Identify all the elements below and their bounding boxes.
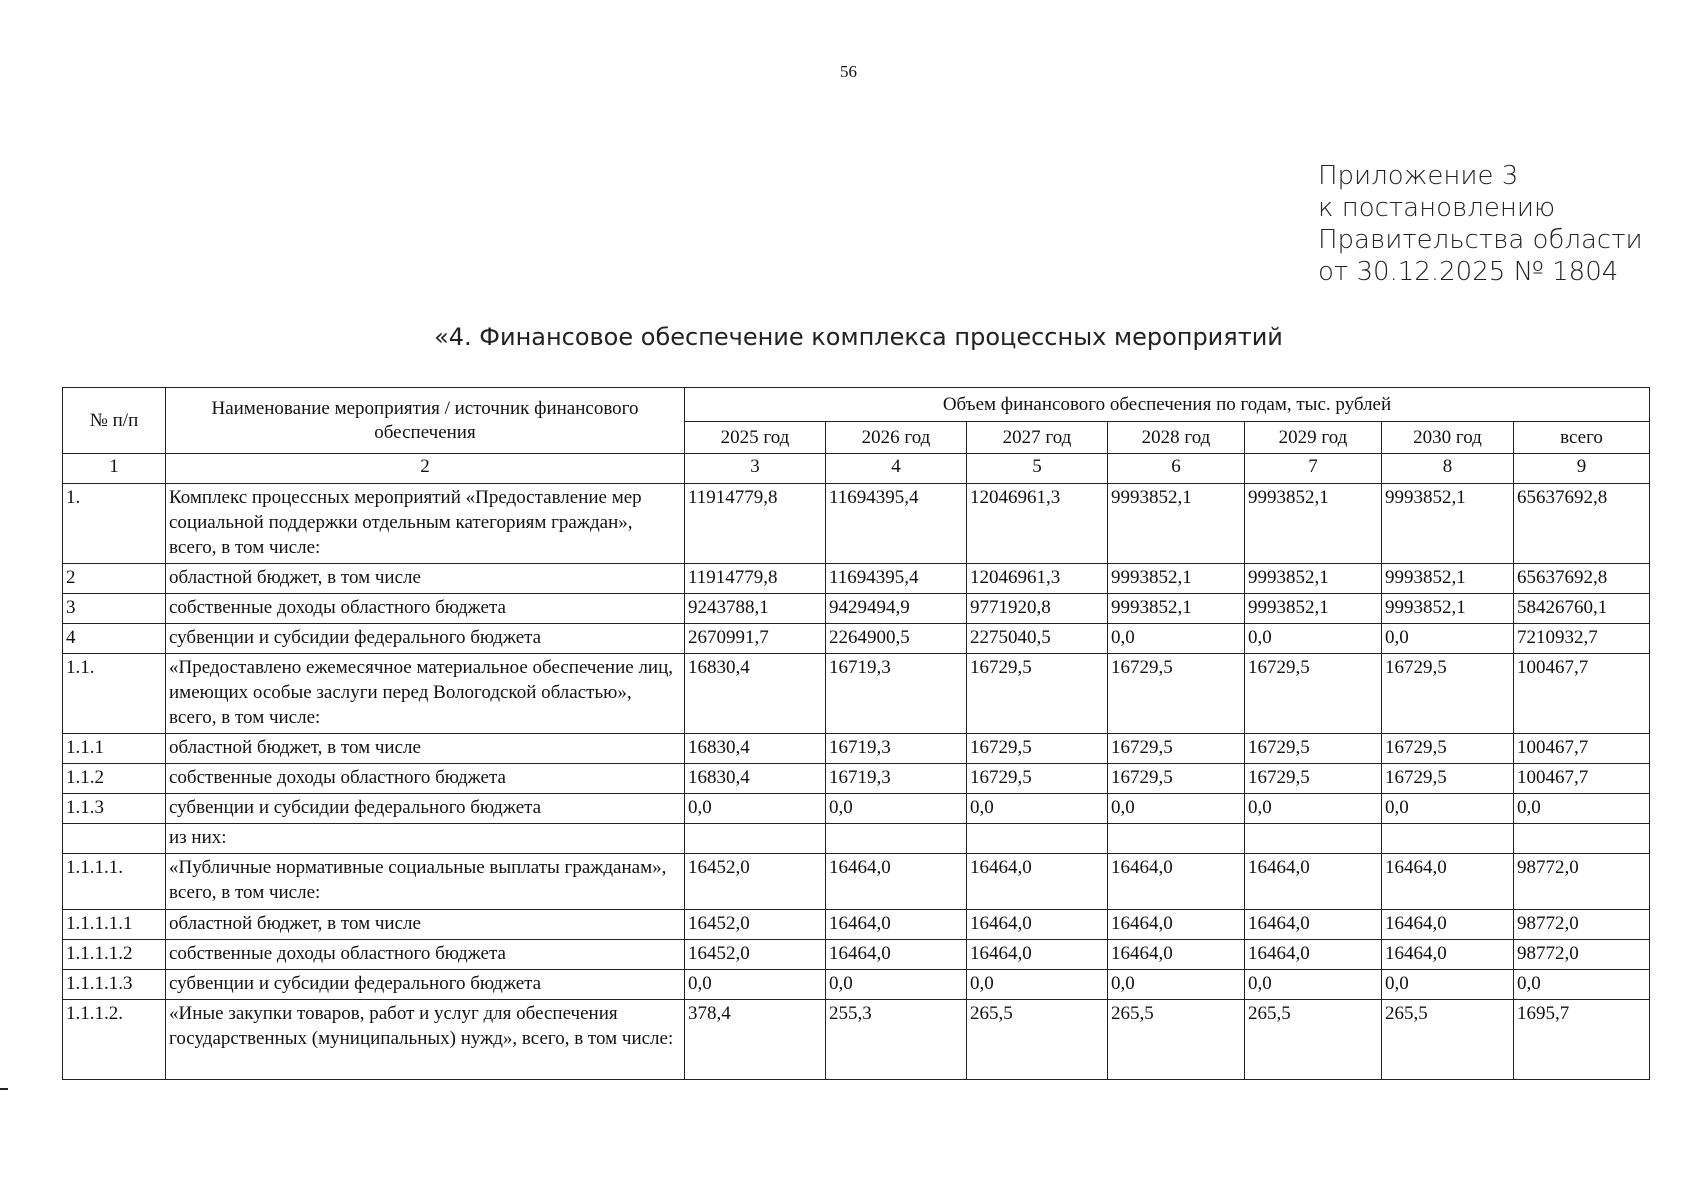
row-year-value: 16729,5 (1245, 654, 1382, 734)
row-number: 1.1.2 (63, 764, 166, 794)
row-year-value: 16830,4 (685, 734, 826, 764)
row-year-value: 16729,5 (1382, 764, 1514, 794)
row-year-value: 16830,4 (685, 764, 826, 794)
row-year-value: 16729,5 (967, 734, 1108, 764)
row-year-value: 9243788,1 (685, 594, 826, 624)
row-name: собственные доходы областного бюджета (166, 940, 685, 970)
table-row (63, 654, 1650, 734)
row-name: субвенции и субсидии федерального бюджета (166, 794, 685, 824)
table-row (63, 1000, 1650, 1080)
row-name: областной бюджет, в том числе (166, 910, 685, 940)
row-year-value: 16464,0 (1108, 854, 1245, 910)
table-row (63, 764, 1650, 794)
header-year: 2026 год (826, 422, 967, 454)
row-year-value: 16729,5 (1382, 734, 1514, 764)
row-name: субвенции и субсидии федерального бюджета (166, 970, 685, 1000)
row-year-value: 265,5 (967, 1000, 1108, 1080)
row-year-value: 265,5 (1108, 1000, 1245, 1080)
row-year-value: 0,0 (1108, 970, 1245, 1000)
table-row (63, 594, 1650, 624)
row-year-value: 0,0 (1108, 794, 1245, 824)
column-number-row (63, 454, 1650, 484)
row-total-value: 100467,7 (1514, 654, 1650, 734)
row-year-value: 9993852,1 (1245, 564, 1382, 594)
row-number: 1.1.1.1.2 (63, 940, 166, 970)
table-row (63, 854, 1650, 910)
row-year-value (685, 824, 826, 854)
row-year-value: 16464,0 (1382, 910, 1514, 940)
row-year-value: 16464,0 (1245, 910, 1382, 940)
row-year-value: 16464,0 (1108, 940, 1245, 970)
row-year-value: 12046961,3 (967, 484, 1108, 564)
row-year-value: 0,0 (967, 970, 1108, 1000)
row-year-value: 16452,0 (685, 940, 826, 970)
row-year-value: 0,0 (685, 794, 826, 824)
row-total-value: 100467,7 (1514, 734, 1650, 764)
row-total-value: 65637692,8 (1514, 564, 1650, 594)
table-row (63, 484, 1650, 564)
column-number: 2 (166, 454, 685, 484)
table-body (63, 454, 1650, 1080)
row-year-value: 16719,3 (826, 654, 967, 734)
row-year-value: 16464,0 (967, 940, 1108, 970)
page-number: 56 (840, 62, 857, 81)
row-year-value: 9429494,9 (826, 594, 967, 624)
row-year-value: 16464,0 (1108, 910, 1245, 940)
row-year-value: 16464,0 (826, 910, 967, 940)
row-year-value: 265,5 (1382, 1000, 1514, 1080)
row-number: 1.1.3 (63, 794, 166, 824)
margin-mark (0, 1088, 8, 1090)
row-total-value (1514, 824, 1650, 854)
row-name: областной бюджет, в том числе (166, 564, 685, 594)
financing-table (62, 387, 1650, 1080)
row-name: собственные доходы областного бюджета (166, 764, 685, 794)
row-total-value: 98772,0 (1514, 910, 1650, 940)
row-year-value: 9993852,1 (1108, 564, 1245, 594)
row-year-value: 378,4 (685, 1000, 826, 1080)
row-total-value: 7210932,7 (1514, 624, 1650, 654)
row-year-value (1382, 824, 1514, 854)
row-number: 1.1.1.2. (63, 1000, 166, 1080)
row-number: 2 (63, 564, 166, 594)
row-year-value: 2670991,7 (685, 624, 826, 654)
row-total-value: 0,0 (1514, 970, 1650, 1000)
column-number: 9 (1514, 454, 1650, 484)
column-number: 1 (63, 454, 166, 484)
row-year-value: 0,0 (1245, 970, 1382, 1000)
row-year-value: 16452,0 (685, 854, 826, 910)
column-number: 3 (685, 454, 826, 484)
row-number: 1.1.1.1. (63, 854, 166, 910)
column-number: 6 (1108, 454, 1245, 484)
column-number: 7 (1245, 454, 1382, 484)
row-year-value: 16729,5 (1108, 734, 1245, 764)
row-year-value: 0,0 (967, 794, 1108, 824)
row-year-value: 12046961,3 (967, 564, 1108, 594)
row-year-value: 16464,0 (826, 854, 967, 910)
row-year-value: 0,0 (826, 794, 967, 824)
header-total: всего (1514, 422, 1650, 454)
row-year-value: 9993852,1 (1382, 594, 1514, 624)
row-year-value: 16464,0 (1245, 854, 1382, 910)
row-year-value: 16729,5 (1245, 734, 1382, 764)
table-row (63, 970, 1650, 1000)
row-year-value: 9993852,1 (1245, 484, 1382, 564)
row-year-value: 16464,0 (1245, 940, 1382, 970)
header-num: № п/п (63, 388, 166, 454)
row-name: Комплекс процессных мероприятий «Предоставление мер социальной поддержки отдельным категориям граждан», всего, в том числе: (166, 484, 685, 564)
row-year-value: 0,0 (1382, 624, 1514, 654)
row-year-value (826, 824, 967, 854)
row-year-value: 16719,3 (826, 764, 967, 794)
row-total-value: 100467,7 (1514, 764, 1650, 794)
row-year-value: 255,3 (826, 1000, 967, 1080)
row-number: 1. (63, 484, 166, 564)
row-year-value: 0,0 (1245, 624, 1382, 654)
row-year-value: 16464,0 (967, 854, 1108, 910)
row-number: 1.1. (63, 654, 166, 734)
row-year-value: 0,0 (685, 970, 826, 1000)
row-year-value: 16452,0 (685, 910, 826, 940)
appendix-line: Правительства области (1318, 225, 1643, 255)
table-row (63, 910, 1650, 940)
row-year-value: 11914779,8 (685, 564, 826, 594)
row-year-value: 16719,3 (826, 734, 967, 764)
row-name: областной бюджет, в том числе (166, 734, 685, 764)
header-volume: Объем финансового обеспечения по годам, тыс. рублей (685, 388, 1650, 422)
row-name: из них: (166, 824, 685, 854)
row-year-value: 16729,5 (967, 764, 1108, 794)
row-year-value: 11914779,8 (685, 484, 826, 564)
row-name: субвенции и субсидии федерального бюджета (166, 624, 685, 654)
row-year-value: 9771920,8 (967, 594, 1108, 624)
row-name: «Публичные нормативные социальные выплаты гражданам», всего, в том числе: (166, 854, 685, 910)
table-row (63, 824, 1650, 854)
row-year-value: 2275040,5 (967, 624, 1108, 654)
row-year-value: 0,0 (1382, 794, 1514, 824)
row-year-value (967, 824, 1108, 854)
header-name: Наименование мероприятия / источник финансового обеспечения (166, 388, 685, 454)
header-year: 2029 год (1245, 422, 1382, 454)
row-number: 1.1.1 (63, 734, 166, 764)
row-total-value: 98772,0 (1514, 940, 1650, 970)
row-year-value: 16830,4 (685, 654, 826, 734)
row-year-value: 11694395,4 (826, 564, 967, 594)
row-year-value: 16464,0 (1382, 940, 1514, 970)
row-total-value: 98772,0 (1514, 854, 1650, 910)
table-row (63, 794, 1650, 824)
row-number (63, 824, 166, 854)
document-title: «4. Финансовое обеспечение комплекса процессных мероприятий (434, 323, 1283, 351)
table-row (63, 940, 1650, 970)
appendix-block (1318, 160, 1643, 288)
header-year: 2027 год (967, 422, 1108, 454)
row-year-value: 0,0 (826, 970, 967, 1000)
appendix-line: от 30.12.2025 № 1804 (1318, 257, 1619, 287)
table-row (63, 624, 1650, 654)
column-number: 4 (826, 454, 967, 484)
row-name: собственные доходы областного бюджета (166, 594, 685, 624)
row-year-value: 16729,5 (1245, 764, 1382, 794)
header-year: 2030 год (1382, 422, 1514, 454)
column-number: 8 (1382, 454, 1514, 484)
row-year-value: 16729,5 (1108, 654, 1245, 734)
row-year-value: 0,0 (1245, 794, 1382, 824)
row-year-value: 9993852,1 (1245, 594, 1382, 624)
row-year-value: 9993852,1 (1108, 594, 1245, 624)
row-year-value: 9993852,1 (1382, 564, 1514, 594)
row-year-value: 265,5 (1245, 1000, 1382, 1080)
row-number: 3 (63, 594, 166, 624)
row-total-value: 65637692,8 (1514, 484, 1650, 564)
column-number: 5 (967, 454, 1108, 484)
row-total-value: 58426760,1 (1514, 594, 1650, 624)
row-number: 1.1.1.1.1 (63, 910, 166, 940)
row-name: «Иные закупки товаров, работ и услуг для обеспечения государственных (муниципальных) нужд», всего, в том числе: (166, 1000, 685, 1080)
table-row (63, 564, 1650, 594)
row-total-value: 1695,7 (1514, 1000, 1650, 1080)
row-year-value: 2264900,5 (826, 624, 967, 654)
appendix-line: Приложение 3 (1318, 161, 1519, 191)
row-year-value: 16729,5 (1382, 654, 1514, 734)
row-year-value: 16729,5 (1108, 764, 1245, 794)
row-year-value: 16464,0 (1382, 854, 1514, 910)
table-row (63, 734, 1650, 764)
appendix-line: к постановлению (1318, 193, 1556, 223)
row-year-value: 0,0 (1382, 970, 1514, 1000)
header-year: 2028 год (1108, 422, 1245, 454)
row-year-value: 0,0 (1108, 624, 1245, 654)
row-year-value: 16729,5 (967, 654, 1108, 734)
row-name: «Предоставлено ежемесячное материальное обеспечение лиц, имеющих особые заслуги перед Вологодской областью», всего, в том числе: (166, 654, 685, 734)
row-number: 4 (63, 624, 166, 654)
header-year: 2025 год (685, 422, 826, 454)
row-year-value: 16464,0 (967, 910, 1108, 940)
row-year-value: 11694395,4 (826, 484, 967, 564)
row-year-value: 9993852,1 (1382, 484, 1514, 564)
row-number: 1.1.1.1.3 (63, 970, 166, 1000)
row-year-value (1108, 824, 1245, 854)
row-year-value (1245, 824, 1382, 854)
row-year-value: 16464,0 (826, 940, 967, 970)
row-year-value: 9993852,1 (1108, 484, 1245, 564)
row-total-value: 0,0 (1514, 794, 1650, 824)
